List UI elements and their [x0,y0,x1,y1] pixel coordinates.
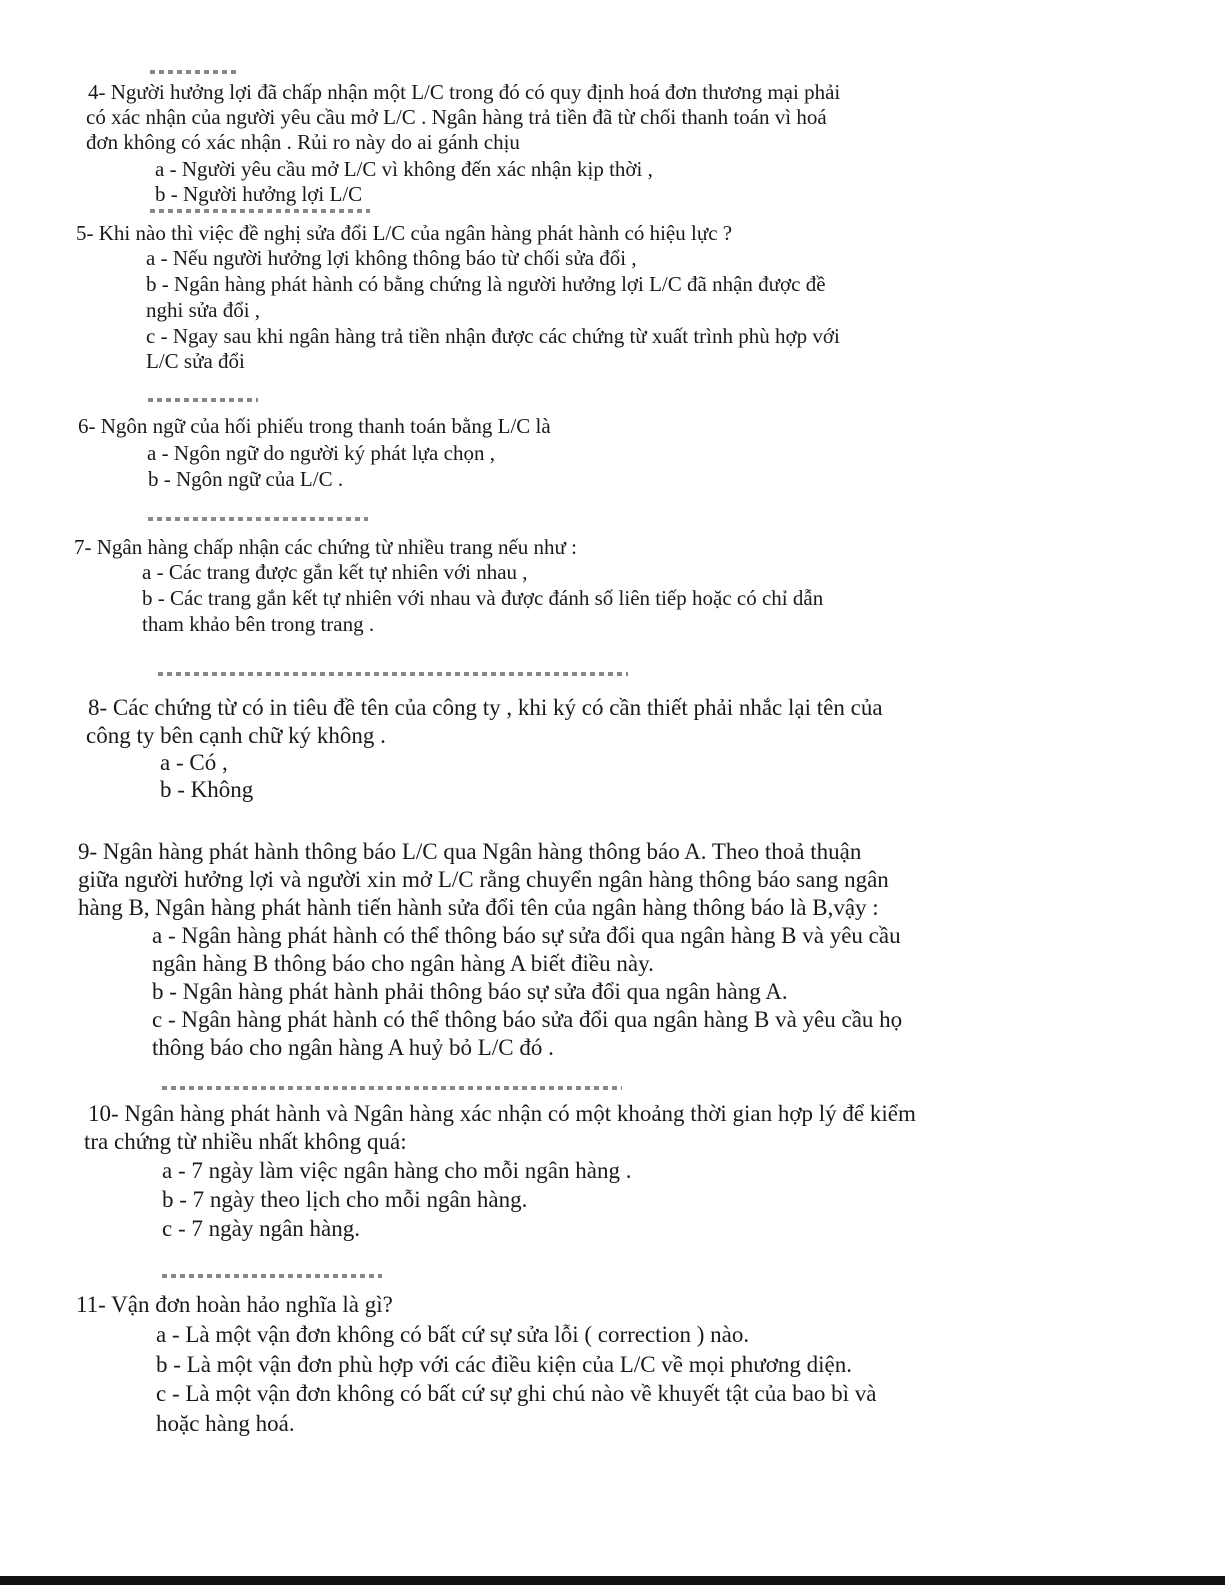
answer-option-a-continued: ngân hàng B thông báo cho ngân hàng A biết điều này. [152,951,654,976]
scan-artifact [150,209,370,213]
answer-option-c-continued: hoặc hàng hoá. [156,1411,295,1436]
question-stem-line: 6- Ngôn ngữ của hối phiếu trong thanh toán bằng L/C là [78,414,551,438]
scan-artifact [162,1086,622,1090]
question-stem-line: 9- Ngân hàng phát hành thông báo L/C qua Ngân hàng thông báo A. Theo thoả thuận [78,839,862,864]
answer-option-b: b - Ngân hàng phát hành phải thông báo sự sửa đổi qua ngân hàng A. [152,979,788,1004]
answer-option-c: c - Là một vận đơn không có bất cứ sự ghi chú nào về khuyết tật của bao bì và [156,1381,877,1406]
question-stem-line: đơn không có xác nhận . Rủi ro này do ai gánh chịu [86,130,520,154]
answer-option-c: c - 7 ngày ngân hàng. [162,1216,360,1241]
answer-option-a: a - 7 ngày làm việc ngân hàng cho mỗi ngân hàng . [162,1158,632,1183]
answer-option-b: b - Các trang gắn kết tự nhiên với nhau và được đánh số liên tiếp hoặc có chỉ dẫn [142,586,824,610]
answer-option-b-continued: nghi sửa đổi , [146,298,261,322]
answer-option-b: b - Người hưởng lợi L/C [155,182,363,206]
scan-artifact [150,70,240,74]
scan-artifact [162,1274,382,1278]
answer-option-b: b - Không [160,777,254,802]
question-stem-line: 4- Người hưởng lợi đã chấp nhận một L/C trong đó có quy định hoá đơn thương mại phải [88,80,841,104]
question-stem-line: công ty bên cạnh chữ ký không . [86,723,386,748]
question-stem-line: 11- Vận đơn hoàn hảo nghĩa là gì? [76,1292,393,1317]
question-stem-line: 10- Ngân hàng phát hành và Ngân hàng xác nhận có một khoảng thời gian hợp lý để kiểm [88,1101,916,1126]
answer-option-a: a - Là một vận đơn không có bất cứ sự sửa lỗi ( correction ) nào. [156,1322,750,1347]
question-stem-line: 5- Khi nào thì việc đề nghị sửa đổi L/C của ngân hàng phát hành có hiệu lực ? [76,221,733,245]
answer-option-b: b - Là một vận đơn phù hợp với các điều kiện của L/C về mọi phương diện. [156,1352,853,1377]
answer-option-a: a - Có , [160,750,228,775]
answer-option-a: a - Nếu người hưởng lợi không thông báo từ chối sửa đổi , [146,246,637,270]
answer-option-c-continued: L/C sửa đổi [146,349,245,373]
question-stem-line: 7- Ngân hàng chấp nhận các chứng từ nhiều trang nếu như : [74,535,577,559]
bottom-border [0,1576,1225,1585]
answer-option-b: b - 7 ngày theo lịch cho mỗi ngân hàng. [162,1187,528,1212]
answer-option-b: b - Ngôn ngữ của L/C . [148,467,344,491]
question-stem-line: tra chứng từ nhiều nhất không quá: [84,1129,407,1154]
scan-artifact [158,672,628,676]
question-stem-line: có xác nhận của người yêu cầu mở L/C . Ngân hàng trả tiền đã từ chối thanh toán vì hoá [86,105,827,129]
scan-artifact [148,398,258,402]
answer-option-a: a - Các trang được gắn kết tự nhiên với nhau , [142,560,528,584]
answer-option-b-continued: tham khảo bên trong trang . [142,612,375,636]
answer-option-c-continued: thông báo cho ngân hàng A huỷ bỏ L/C đó . [152,1035,554,1060]
answer-option-a: a - Ngân hàng phát hành có thể thông báo sự sửa đổi qua ngân hàng B và yêu cầu [152,923,901,948]
scan-artifact [148,517,368,521]
question-stem-line: 8- Các chứng từ có in tiêu đề tên của công ty , khi ký có cần thiết phải nhắc lại tên của [88,695,883,720]
answer-option-a: a - Người yêu cầu mở L/C vì không đến xác nhận kịp thời , [155,157,653,181]
question-stem-line: hàng B, Ngân hàng phát hành tiến hành sửa đổi tên của ngân hàng thông báo là B,vậy : [78,895,879,920]
answer-option-c: c - Ngân hàng phát hành có thể thông báo sửa đổi qua ngân hàng B và yêu cầu họ [152,1007,903,1032]
answer-option-a: a - Ngôn ngữ do người ký phát lựa chọn , [147,441,495,465]
question-stem-line: giữa người hưởng lợi và người xin mở L/C rằng chuyển ngân hàng thông báo sang ngân [78,867,889,892]
answer-option-c: c - Ngay sau khi ngân hàng trả tiền nhận được các chứng từ xuất trình phù hợp với [146,324,840,348]
answer-option-b: b - Ngân hàng phát hành có bằng chứng là người hưởng lợi L/C đã nhận được đề [146,272,826,296]
